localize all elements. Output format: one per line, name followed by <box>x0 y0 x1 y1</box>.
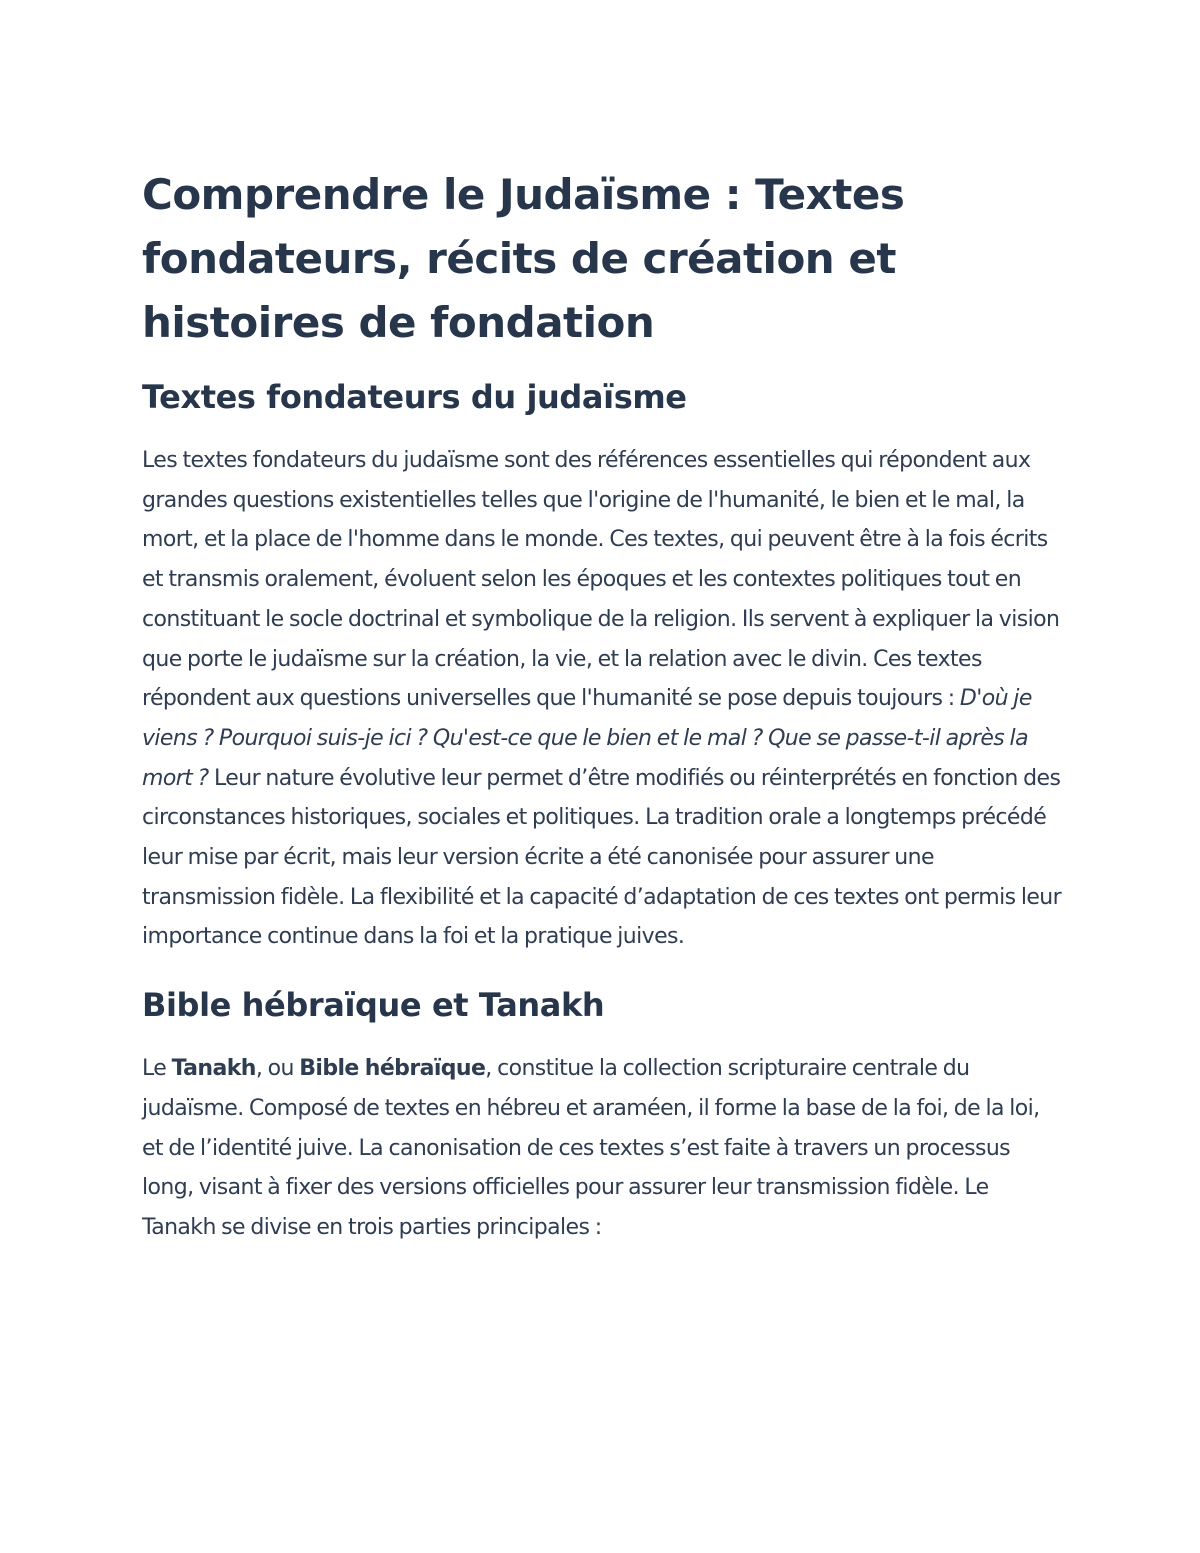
paragraph-italic-questions: D'où je viens ? Pourquoi suis-je ici ? Qu'est-ce que le bien et le mal ? Que se passe-t-il après la mort ? <box>142 686 1032 791</box>
paragraph-bold-term: Tanakh <box>171 1056 256 1082</box>
paragraph-bold-term: Bible hébraïque <box>299 1056 486 1082</box>
section-heading: Bible hébraïque et Tanakh <box>142 986 605 1025</box>
section-textes-fondateurs <box>142 375 1062 957</box>
section-paragraph <box>142 441 1062 957</box>
section-paragraph <box>142 1049 1062 1248</box>
section-bible-hebraique <box>142 983 1062 1248</box>
paragraph-text: Leur nature évolutive leur permet d’être modifiés ou réinterprétés en fonction des circonstances historiques, sociales et politiques. La tradition orale a longtemps précédé leur mise par écrit, mais leur version écrite a été canonisée pour assurer une transmission fidèle. La flexibilité et la capacité d’adaptation de ces textes ont permis leur importance continue dans la foi et la pratique juives. <box>142 765 1062 950</box>
paragraph-text: , constitue la collection scripturaire centrale du judaïsme. Composé de textes en hébreu et araméen, il forme la base de la foi, de la loi, et de l’identité juive. La canonisation de ces textes s’est faite à travers un processus long, visant à fixer des versions officielles pour assurer leur transmission fidèle. Le Tanakh se divise en trois parties principales : <box>142 1056 1040 1240</box>
paragraph-text: Le <box>142 1056 172 1082</box>
paragraph-text: , ou <box>255 1056 300 1082</box>
page-title: Comprendre le Judaïsme : Textes fondateurs, récits de création et histoires de fondation <box>142 170 905 347</box>
section-heading: Textes fondateurs du judaïsme <box>142 378 687 416</box>
paragraph-text: Les textes fondateurs du judaïsme sont des références essentielles qui répondent aux grandes questions existentielles telles que l'origine de l'humanité, le bien et le mal, la mort, et la place de l'homme dans le monde. Ces textes, qui peuvent être à la fois écrits et transmis oralement, évoluent selon les époques et les contextes politiques tout en constituant le socle doctrinal et symbolique de la religion. Ils servent à expliquer la vision que porte le judaïsme sur la création, la vie, et la relation avec le divin. Ces textes répondent aux questions universelles que l'humanité se pose depuis toujours : <box>142 448 1060 712</box>
document-page <box>142 163 1062 1274</box>
